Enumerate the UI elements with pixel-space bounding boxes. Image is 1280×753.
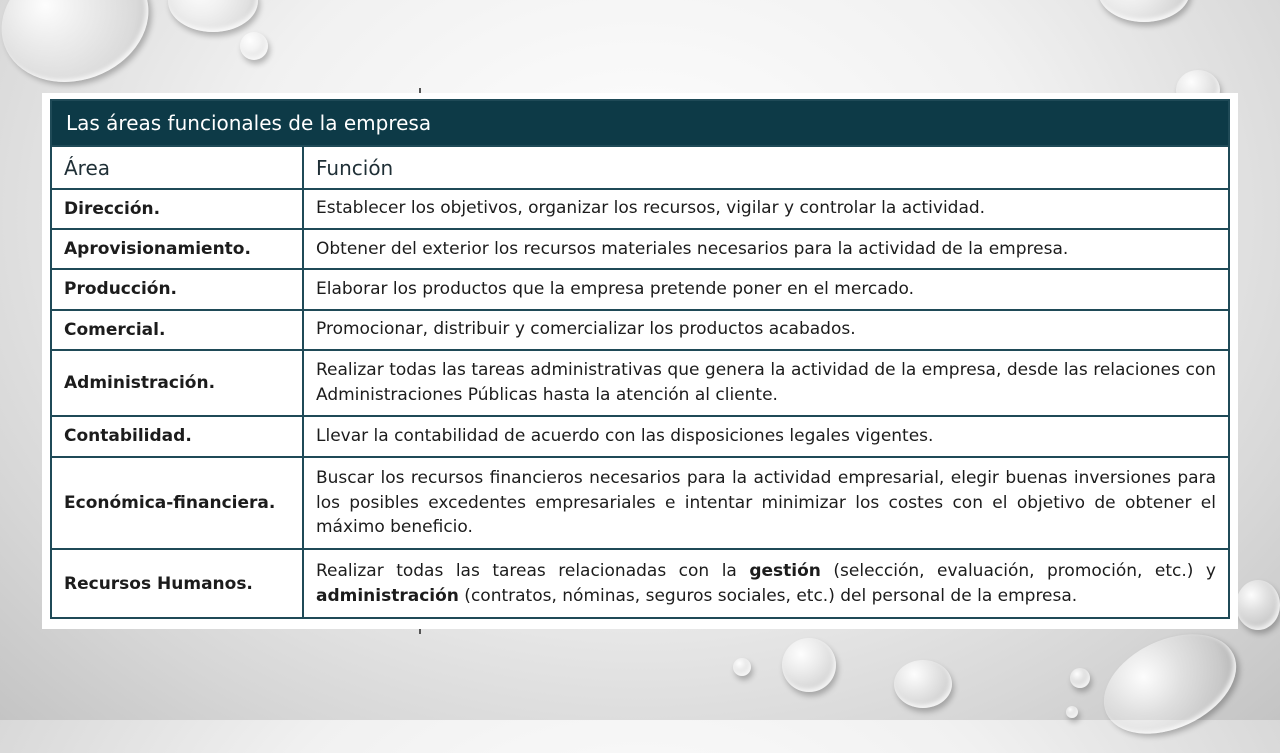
area-cell: Dirección. (51, 189, 303, 229)
table-row (51, 416, 1229, 456)
table-header-row (51, 146, 1229, 188)
funcion-cell (303, 549, 1229, 618)
funcion-text: Realizar todas las tareas relacionadas con la (316, 561, 750, 582)
water-drop-decoration (1070, 668, 1090, 688)
funcion-cell: Promocionar, distribuir y comercializar los productos acabados. (303, 310, 1229, 350)
water-drop-decoration (168, 0, 258, 32)
table-row (51, 229, 1229, 269)
water-drop-decoration (1236, 580, 1280, 630)
functional-areas-table (50, 99, 1230, 619)
funcion-bold-text: administración (316, 585, 459, 606)
water-drop-decoration (240, 32, 268, 60)
table-row (51, 189, 1229, 229)
funcion-cell: Elaborar los productos que la empresa pretende poner en el mercado. (303, 269, 1229, 309)
column-header-funcion: Función (303, 146, 1229, 188)
funcion-text: (selección, evaluación, promoción, etc.) y (820, 561, 1216, 582)
table-row (51, 457, 1229, 550)
funcion-cell: Llevar la contabilidad de acuerdo con las disposiciones legales vigentes. (303, 416, 1229, 456)
water-drop-decoration (1066, 706, 1078, 718)
table-row (51, 269, 1229, 309)
area-cell: Económica-financiera. (51, 457, 303, 550)
area-cell: Comercial. (51, 310, 303, 350)
area-cell: Producción. (51, 269, 303, 309)
area-cell: Administración. (51, 350, 303, 417)
water-drop-decoration (0, 0, 166, 102)
funcion-text: (contratos, nóminas, seguros sociales, etc.) del personal de la empresa. (458, 585, 1078, 606)
water-drop-decoration (1098, 0, 1190, 22)
funcion-cell: Buscar los recursos financieros necesarios para la actividad empresarial, elegir buenas inversiones para los posibles excedentes empresariales e intentar minimizar los costes con el objetivo de obtener el máximo beneficio. (303, 457, 1229, 550)
water-drop-decoration (782, 638, 836, 692)
area-cell: Recursos Humanos. (51, 549, 303, 618)
table-row (51, 350, 1229, 417)
funcion-cell: Obtener del exterior los recursos materiales necesarios para la actividad de la empresa. (303, 229, 1229, 269)
funcion-cell: Establecer los objetivos, organizar los recursos, vigilar y controlar la actividad. (303, 189, 1229, 229)
water-drop-decoration (733, 658, 751, 676)
area-cell: Contabilidad. (51, 416, 303, 456)
funcion-bold-text: gestión (749, 561, 821, 582)
water-drop-decoration (1088, 615, 1252, 753)
table-row (51, 549, 1229, 618)
column-header-area: Área (51, 146, 303, 188)
area-cell: Aprovisionamiento. (51, 229, 303, 269)
table-row (51, 310, 1229, 350)
funcion-cell: Realizar todas las tareas administrativas que genera la actividad de la empresa, desde las relaciones con Administraciones Públicas hasta la atención al cliente. (303, 350, 1229, 417)
table-title-row (51, 100, 1229, 146)
table-image (42, 93, 1238, 629)
water-drop-decoration (894, 660, 952, 708)
table-title: Las áreas funcionales de la empresa (51, 100, 1229, 146)
